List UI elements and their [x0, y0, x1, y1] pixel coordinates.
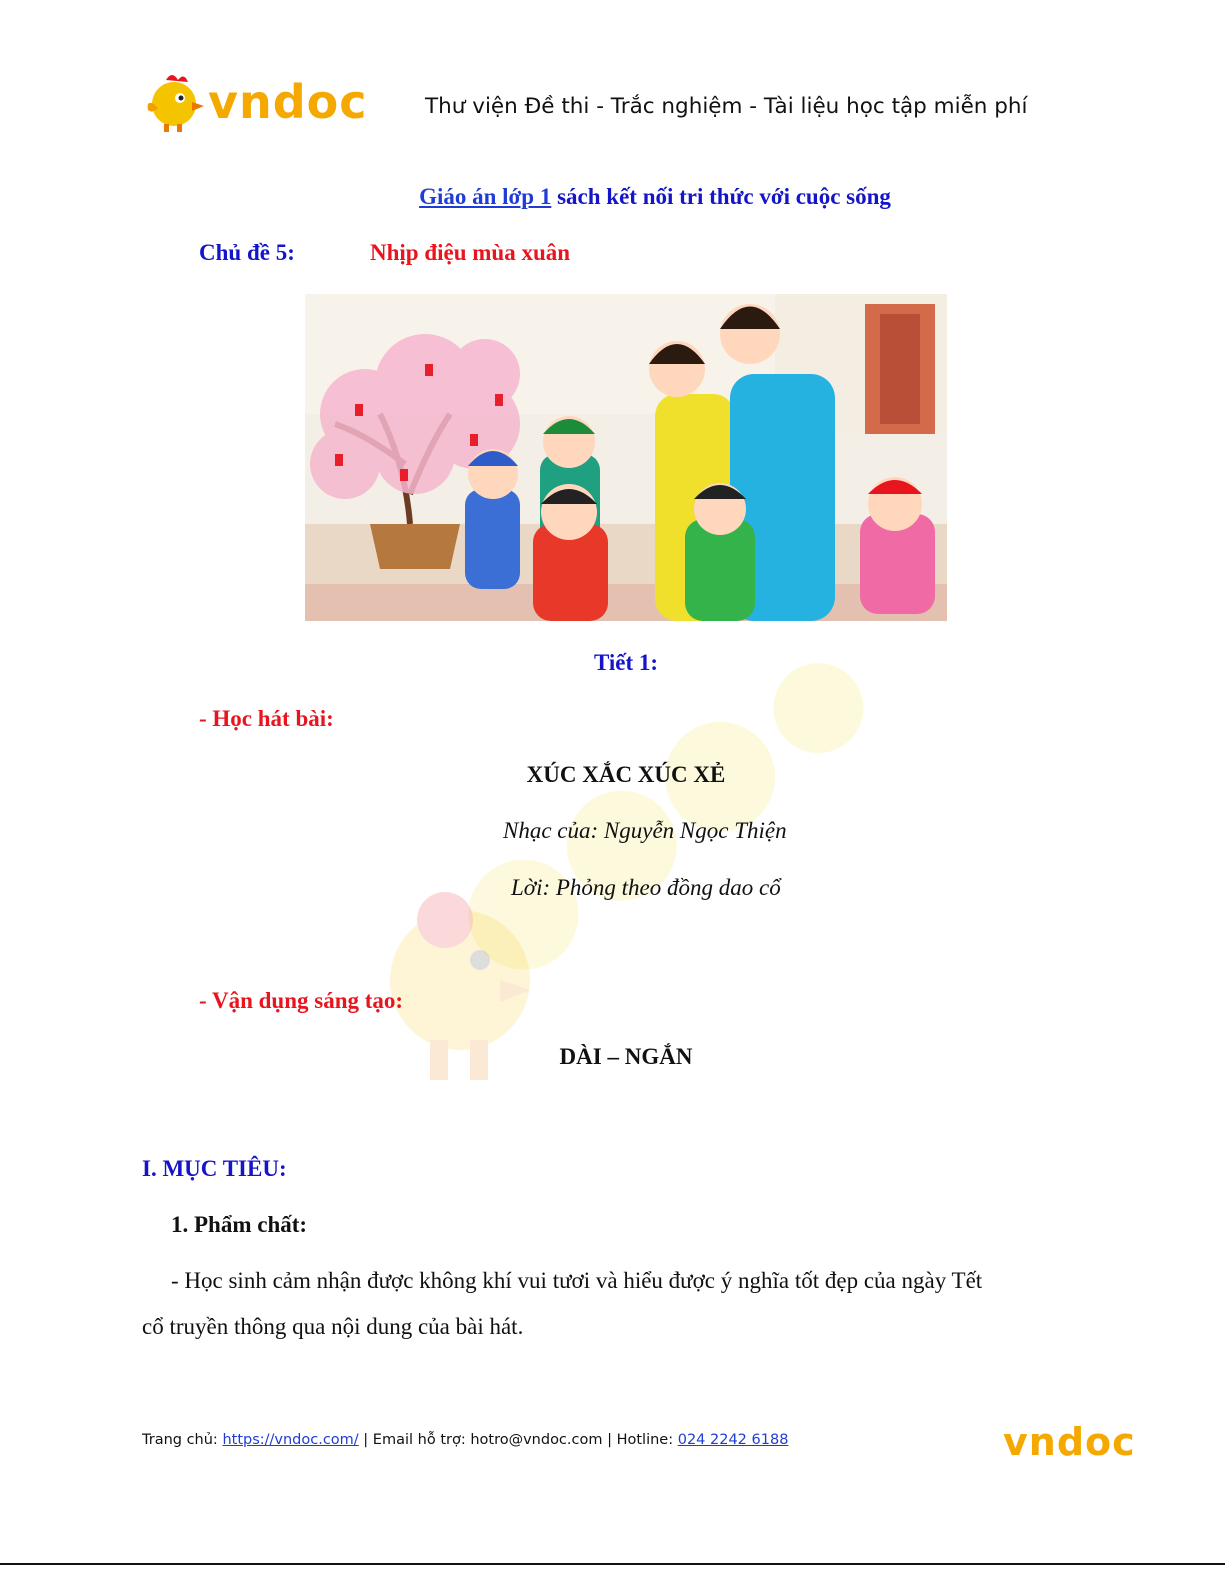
header-logo-text[interactable]: vndoc [208, 75, 368, 129]
section-sing: - Học hát bài: [199, 706, 334, 731]
paragraph-line-2: cổ truyền thông qua nội dung của bài hát. [142, 1314, 524, 1339]
apply-title: DÀI – NGẮN [559, 1044, 693, 1069]
topic-label: Chủ đề 5: [199, 240, 295, 265]
footer-home-link[interactable]: https://vndoc.com/ [222, 1432, 359, 1448]
footer-contact [142, 1432, 788, 1448]
vndoc-chick-logo-icon [144, 70, 206, 132]
sub-quality: 1. Phẩm chất: [171, 1212, 308, 1237]
header-tagline: Thư viện Đề thi - Trắc nghiệm - Tài liệu học tập miễn phí [425, 94, 1028, 119]
footer-email: | Email hỗ trợ: hotro@vndoc.com | Hotline: [358, 1432, 678, 1448]
topic-value: Nhịp điệu mùa xuân [370, 240, 571, 265]
lesson-heading: Tiết 1: [593, 650, 659, 675]
footer-hotline[interactable]: 024 2242 6188 [677, 1432, 789, 1448]
song-lyrics-credit: Lời: Phỏng theo đồng dao cổ [511, 875, 781, 900]
song-music-credit: Nhạc của: Nguyễn Ngọc Thiện [503, 818, 787, 843]
section-apply: - Vận dụng sáng tạo: [199, 988, 404, 1013]
title-rest: sách kết nối tri thức với cuộc sống [551, 184, 891, 209]
footer-home-label: Trang chủ: [142, 1432, 223, 1448]
heading-goals: I. MỤC TIÊU: [142, 1156, 287, 1181]
paragraph-line-1: - Học sinh cảm nhận được không khí vui tươi và hiểu được ý nghĩa tốt đẹp của ngày Tết [171, 1268, 983, 1293]
document-title [0, 184, 1225, 210]
header [140, 70, 1090, 140]
footer-logo-text[interactable]: vndoc [1003, 1420, 1136, 1464]
tet-family-illustration [305, 294, 947, 621]
title-link[interactable]: Giáo án lớp 1 [419, 184, 552, 209]
page-bottom-rule [0, 1563, 1225, 1565]
song-title: XÚC XẮC XÚC XẺ [526, 762, 726, 787]
